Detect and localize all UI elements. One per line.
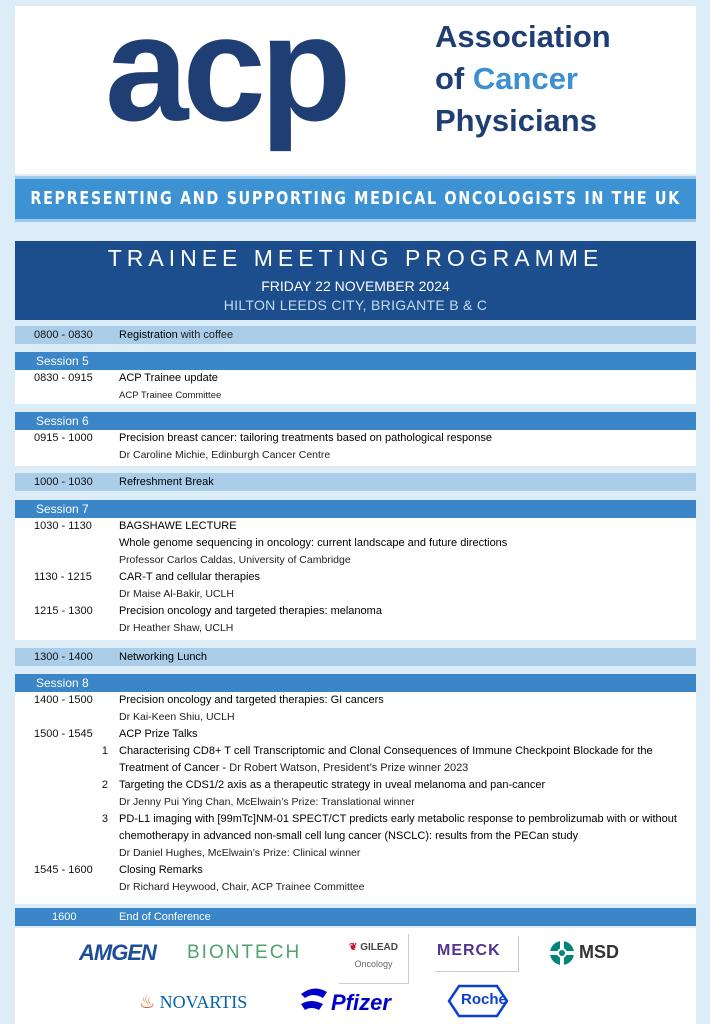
item-title: ACP Trainee update xyxy=(119,372,218,384)
assoc-line3: Physicians xyxy=(435,103,597,138)
session-5-box xyxy=(15,370,696,404)
prize-time: 1500 - 1545 xyxy=(34,728,93,740)
registration-title: Registration xyxy=(119,329,178,341)
msd-logo: MSD xyxy=(579,942,619,962)
lecture-title: Whole genome sequencing in oncology: current landscape and future directions xyxy=(119,537,508,549)
talk-title: PD-L1 imaging with [99mTc]NM-01 SPECT/CT predicts early metabolic response to pembrolizumab with or without chemotherapy in advanced non-small cell lung cancer (NSCLC): results from the PECan study xyxy=(119,813,677,842)
pfizer-icon xyxy=(297,984,331,1018)
item-title: Closing Remarks xyxy=(119,864,203,876)
assoc-cancer: Cancer xyxy=(472,61,578,96)
talk-title: Targeting the CDS1/2 axis as a therapeutic strategy in uveal melanoma and pan-cancer xyxy=(119,779,546,791)
prize-talk xyxy=(15,777,696,811)
prize-talk xyxy=(15,743,696,777)
acp-logo-text: acp xyxy=(105,10,346,152)
merck-logo: MERCK xyxy=(437,942,501,959)
item-title: CAR-T and cellular therapies xyxy=(119,571,261,583)
tagline: REPRESENTING AND SUPPORTING MEDICAL ONCOLOGISTS IN THE UK xyxy=(30,189,681,209)
item-speaker: ACP Trainee Committee xyxy=(119,390,222,401)
tagline-banner xyxy=(15,176,696,222)
programme-title: TRAINEE MEETING PROGRAMME xyxy=(107,245,604,271)
item-time: 0915 - 1000 xyxy=(34,432,93,444)
end-time: 1600 xyxy=(52,911,77,923)
registration-rest: with coffee xyxy=(177,329,234,341)
end-title: End of Conference xyxy=(119,911,211,923)
gilead-icon: ❦ xyxy=(349,942,358,953)
talk-title: Characterising CD8+ T cell Transcriptomic and Clonal Consequences of Immune Checkpoint Blockade for the Treatment of Cancer - xyxy=(119,745,653,774)
lunch-time: 1300 - 1400 xyxy=(34,651,93,663)
lecture-time: 1030 - 1130 xyxy=(34,520,92,532)
msd-icon xyxy=(549,940,575,966)
lecture-speaker: Professor Carlos Caldas, University of Cambridge xyxy=(119,554,351,566)
header xyxy=(15,6,696,174)
programme-date: FRIDAY 22 NOVEMBER 2024 xyxy=(261,278,450,294)
agenda-item xyxy=(15,692,696,726)
talk-number: 2 xyxy=(101,779,108,791)
item-title: Precision oncology and targeted therapies: GI cancers xyxy=(119,694,384,706)
break-time: 1000 - 1030 xyxy=(34,476,93,488)
item-speaker: Dr Richard Heywood, Chair, ACP Trainee Committee xyxy=(119,881,365,893)
session-8-header: Session 8 xyxy=(15,674,696,692)
end-of-conference-row xyxy=(15,908,696,926)
session-7-box xyxy=(15,518,696,640)
talk-speaker: Dr Robert Watson, President’s Prize winner 2023 xyxy=(229,762,469,774)
lecture-item xyxy=(15,518,696,569)
assoc-line1: Association xyxy=(435,19,611,54)
item-speaker: Dr Maise Al-Bakir, UCLH xyxy=(119,588,234,600)
sponsors-panel xyxy=(15,928,696,1024)
agenda-item xyxy=(15,862,696,896)
session-6-header: Session 6 xyxy=(15,412,696,430)
gilead-sub: Oncology xyxy=(354,959,393,969)
programme-venue: HILTON LEEDS CITY, BRIGANTE B & C xyxy=(223,297,488,313)
novartis-logo xyxy=(139,992,247,1013)
item-title: Precision breast cancer: tailoring treatments based on pathological response xyxy=(119,432,492,444)
prize-title: ACP Prize Talks xyxy=(119,728,198,740)
lunch-title: Networking Lunch xyxy=(119,651,208,663)
lecture-heading: BAGSHAWE LECTURE xyxy=(119,520,237,532)
talk-number: 3 xyxy=(101,813,108,825)
break-title: Refreshment Break xyxy=(119,476,214,488)
novartis-name: NOVARTIS xyxy=(159,992,248,1012)
agenda-item xyxy=(15,569,696,603)
item-time: 1130 - 1215 xyxy=(34,571,92,583)
agenda-item xyxy=(15,603,696,637)
assoc-of: of xyxy=(435,61,465,96)
merck-logo-box xyxy=(435,936,519,972)
session-7-header: Session 7 xyxy=(15,500,696,518)
item-time: 1400 - 1500 xyxy=(34,694,93,706)
session-5-header: Session 5 xyxy=(15,352,696,370)
gilead-logo xyxy=(339,934,409,984)
talk-speaker: Dr Jenny Pui Ying Chan, McElwain’s Prize: Translational winner xyxy=(119,796,415,808)
item-time: 1215 - 1300 xyxy=(34,605,93,617)
item-time: 1545 - 1600 xyxy=(34,864,93,876)
biontech-logo: BIONTECH xyxy=(187,942,302,963)
acp-logo xyxy=(105,10,435,170)
prize-talks-item xyxy=(15,726,696,743)
session-8-box xyxy=(15,692,696,904)
item-speaker: Dr Caroline Michie, Edinburgh Cancer Centre xyxy=(119,449,331,461)
programme-header xyxy=(15,241,696,320)
association-name xyxy=(435,16,611,142)
agenda-item xyxy=(15,370,696,404)
amgen-logo: AMGEN xyxy=(79,940,156,965)
prize-talk xyxy=(15,811,696,862)
gilead-name: GILEAD xyxy=(360,942,398,953)
item-speaker: Dr Heather Shaw, UCLH xyxy=(119,622,234,634)
session-6-box xyxy=(15,430,696,466)
talk-speaker: Dr Daniel Hughes, McElwain’s Prize: Clinical winner xyxy=(119,847,361,859)
talk-number: 1 xyxy=(101,745,108,757)
registration-row xyxy=(15,326,696,344)
pfizer-logo: Pfizer xyxy=(331,990,391,1015)
novartis-icon: ♨ xyxy=(139,992,156,1012)
roche-logo xyxy=(447,984,509,1018)
item-time: 0830 - 0915 xyxy=(34,372,93,384)
agenda-item xyxy=(15,430,696,464)
item-speaker: Dr Kai-Keen Shiu, UCLH xyxy=(119,711,235,723)
item-title: Precision oncology and targeted therapies: melanoma xyxy=(119,605,382,617)
refreshment-break-row xyxy=(15,473,696,491)
roche-name: Roche xyxy=(461,991,507,1008)
networking-lunch-row xyxy=(15,648,696,666)
registration-time: 0800 - 0830 xyxy=(34,329,93,341)
